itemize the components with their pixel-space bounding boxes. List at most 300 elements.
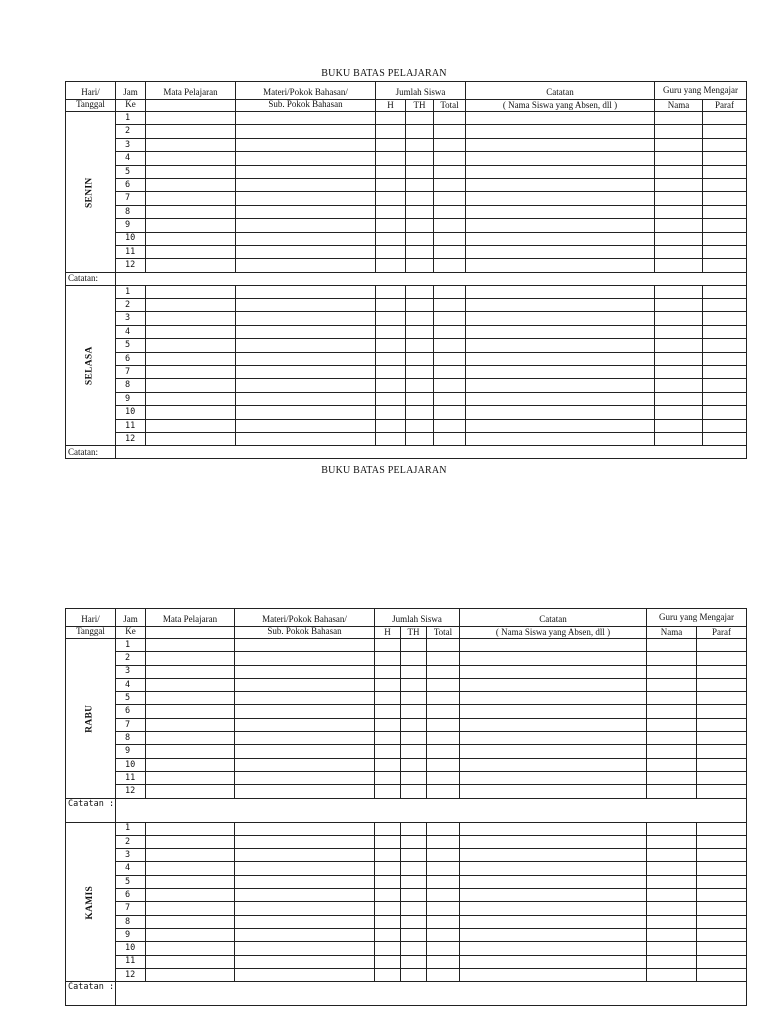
mata-pelajaran-cell[interactable] <box>146 785 235 798</box>
materi-cell[interactable] <box>236 178 376 191</box>
materi-cell[interactable] <box>236 379 376 392</box>
total-cell[interactable] <box>434 192 466 205</box>
total-cell[interactable] <box>434 232 466 245</box>
total-cell[interactable] <box>434 178 466 191</box>
catatan-field[interactable] <box>116 446 747 459</box>
nama-guru-cell[interactable] <box>655 285 703 298</box>
hadir-cell[interactable] <box>376 312 406 325</box>
materi-cell[interactable] <box>235 678 375 691</box>
paraf-cell[interactable] <box>703 339 747 352</box>
tidak-hadir-cell[interactable] <box>406 259 434 272</box>
hadir-cell[interactable] <box>376 192 406 205</box>
tidak-hadir-cell[interactable] <box>401 902 427 915</box>
catatan-cell[interactable] <box>466 192 655 205</box>
hadir-cell[interactable] <box>375 639 401 652</box>
hadir-cell[interactable] <box>375 745 401 758</box>
hadir-cell[interactable] <box>376 392 406 405</box>
mata-pelajaran-cell[interactable] <box>146 968 235 981</box>
total-cell[interactable] <box>434 259 466 272</box>
total-cell[interactable] <box>427 849 460 862</box>
tidak-hadir-cell[interactable] <box>401 652 427 665</box>
hadir-cell[interactable] <box>376 178 406 191</box>
paraf-cell[interactable] <box>703 392 747 405</box>
total-cell[interactable] <box>434 138 466 151</box>
catatan-cell[interactable] <box>466 178 655 191</box>
tidak-hadir-cell[interactable] <box>401 718 427 731</box>
materi-cell[interactable] <box>236 406 376 419</box>
tidak-hadir-cell[interactable] <box>401 732 427 745</box>
tidak-hadir-cell[interactable] <box>401 835 427 848</box>
total-cell[interactable] <box>434 352 466 365</box>
nama-guru-cell[interactable] <box>655 312 703 325</box>
paraf-cell[interactable] <box>697 968 747 981</box>
hadir-cell[interactable] <box>376 152 406 165</box>
hadir-cell[interactable] <box>375 665 401 678</box>
nama-guru-cell[interactable] <box>647 968 697 981</box>
nama-guru-cell[interactable] <box>647 902 697 915</box>
catatan-cell[interactable] <box>466 299 655 312</box>
hadir-cell[interactable] <box>376 432 406 445</box>
tidak-hadir-cell[interactable] <box>406 352 434 365</box>
tidak-hadir-cell[interactable] <box>401 889 427 902</box>
paraf-cell[interactable] <box>703 112 747 125</box>
catatan-cell[interactable] <box>460 902 647 915</box>
mata-pelajaran-cell[interactable] <box>146 849 235 862</box>
total-cell[interactable] <box>427 835 460 848</box>
paraf-cell[interactable] <box>697 942 747 955</box>
paraf-cell[interactable] <box>697 822 747 835</box>
hadir-cell[interactable] <box>376 299 406 312</box>
paraf-cell[interactable] <box>703 432 747 445</box>
tidak-hadir-cell[interactable] <box>406 366 434 379</box>
mata-pelajaran-cell[interactable] <box>146 862 235 875</box>
catatan-cell[interactable] <box>460 849 647 862</box>
tidak-hadir-cell[interactable] <box>401 785 427 798</box>
mata-pelajaran-cell[interactable] <box>146 705 235 718</box>
catatan-cell[interactable] <box>460 785 647 798</box>
catatan-cell[interactable] <box>466 152 655 165</box>
mata-pelajaran-cell[interactable] <box>146 652 235 665</box>
mata-pelajaran-cell[interactable] <box>146 245 236 258</box>
total-cell[interactable] <box>427 785 460 798</box>
materi-cell[interactable] <box>236 152 376 165</box>
materi-cell[interactable] <box>236 232 376 245</box>
tidak-hadir-cell[interactable] <box>406 339 434 352</box>
materi-cell[interactable] <box>235 758 375 771</box>
mata-pelajaran-cell[interactable] <box>146 692 235 705</box>
nama-guru-cell[interactable] <box>655 339 703 352</box>
hadir-cell[interactable] <box>376 232 406 245</box>
paraf-cell[interactable] <box>697 835 747 848</box>
paraf-cell[interactable] <box>697 665 747 678</box>
hadir-cell[interactable] <box>375 771 401 784</box>
mata-pelajaran-cell[interactable] <box>146 889 235 902</box>
mata-pelajaran-cell[interactable] <box>146 219 236 232</box>
catatan-cell[interactable] <box>466 219 655 232</box>
catatan-cell[interactable] <box>460 862 647 875</box>
mata-pelajaran-cell[interactable] <box>146 152 236 165</box>
nama-guru-cell[interactable] <box>647 849 697 862</box>
catatan-cell[interactable] <box>466 419 655 432</box>
catatan-cell[interactable] <box>460 692 647 705</box>
materi-cell[interactable] <box>235 835 375 848</box>
paraf-cell[interactable] <box>703 192 747 205</box>
paraf-cell[interactable] <box>697 771 747 784</box>
nama-guru-cell[interactable] <box>647 732 697 745</box>
nama-guru-cell[interactable] <box>655 366 703 379</box>
mata-pelajaran-cell[interactable] <box>146 125 236 138</box>
catatan-cell[interactable] <box>466 325 655 338</box>
hadir-cell[interactable] <box>375 889 401 902</box>
nama-guru-cell[interactable] <box>655 245 703 258</box>
materi-cell[interactable] <box>235 639 375 652</box>
tidak-hadir-cell[interactable] <box>406 138 434 151</box>
paraf-cell[interactable] <box>697 928 747 941</box>
catatan-cell[interactable] <box>466 232 655 245</box>
hadir-cell[interactable] <box>376 406 406 419</box>
total-cell[interactable] <box>427 665 460 678</box>
total-cell[interactable] <box>427 955 460 968</box>
mata-pelajaran-cell[interactable] <box>146 165 236 178</box>
catatan-cell[interactable] <box>466 339 655 352</box>
paraf-cell[interactable] <box>697 849 747 862</box>
mata-pelajaran-cell[interactable] <box>146 432 236 445</box>
tidak-hadir-cell[interactable] <box>401 875 427 888</box>
paraf-cell[interactable] <box>703 366 747 379</box>
catatan-cell[interactable] <box>460 758 647 771</box>
mata-pelajaran-cell[interactable] <box>146 339 236 352</box>
hadir-cell[interactable] <box>376 205 406 218</box>
hadir-cell[interactable] <box>376 219 406 232</box>
nama-guru-cell[interactable] <box>655 232 703 245</box>
paraf-cell[interactable] <box>697 718 747 731</box>
total-cell[interactable] <box>434 419 466 432</box>
total-cell[interactable] <box>427 639 460 652</box>
tidak-hadir-cell[interactable] <box>406 432 434 445</box>
nama-guru-cell[interactable] <box>655 219 703 232</box>
total-cell[interactable] <box>434 432 466 445</box>
catatan-cell[interactable] <box>460 665 647 678</box>
total-cell[interactable] <box>427 678 460 691</box>
catatan-cell[interactable] <box>460 705 647 718</box>
nama-guru-cell[interactable] <box>647 718 697 731</box>
total-cell[interactable] <box>427 705 460 718</box>
nama-guru-cell[interactable] <box>655 112 703 125</box>
tidak-hadir-cell[interactable] <box>401 678 427 691</box>
catatan-cell[interactable] <box>466 379 655 392</box>
materi-cell[interactable] <box>235 889 375 902</box>
catatan-cell[interactable] <box>466 138 655 151</box>
total-cell[interactable] <box>434 165 466 178</box>
tidak-hadir-cell[interactable] <box>406 205 434 218</box>
hadir-cell[interactable] <box>376 419 406 432</box>
materi-cell[interactable] <box>236 112 376 125</box>
tidak-hadir-cell[interactable] <box>401 849 427 862</box>
total-cell[interactable] <box>434 112 466 125</box>
mata-pelajaran-cell[interactable] <box>146 745 235 758</box>
catatan-cell[interactable] <box>460 652 647 665</box>
paraf-cell[interactable] <box>703 138 747 151</box>
nama-guru-cell[interactable] <box>655 152 703 165</box>
mata-pelajaran-cell[interactable] <box>146 758 235 771</box>
paraf-cell[interactable] <box>697 862 747 875</box>
mata-pelajaran-cell[interactable] <box>146 138 236 151</box>
materi-cell[interactable] <box>235 942 375 955</box>
hadir-cell[interactable] <box>376 125 406 138</box>
hadir-cell[interactable] <box>375 955 401 968</box>
total-cell[interactable] <box>427 822 460 835</box>
catatan-cell[interactable] <box>460 822 647 835</box>
catatan-cell[interactable] <box>466 392 655 405</box>
mata-pelajaran-cell[interactable] <box>146 406 236 419</box>
nama-guru-cell[interactable] <box>655 392 703 405</box>
tidak-hadir-cell[interactable] <box>406 165 434 178</box>
nama-guru-cell[interactable] <box>655 259 703 272</box>
nama-guru-cell[interactable] <box>647 652 697 665</box>
total-cell[interactable] <box>427 732 460 745</box>
hadir-cell[interactable] <box>375 968 401 981</box>
materi-cell[interactable] <box>236 366 376 379</box>
hadir-cell[interactable] <box>375 718 401 731</box>
catatan-field[interactable] <box>116 982 747 1006</box>
materi-cell[interactable] <box>235 771 375 784</box>
hadir-cell[interactable] <box>375 822 401 835</box>
hadir-cell[interactable] <box>376 339 406 352</box>
catatan-cell[interactable] <box>460 875 647 888</box>
tidak-hadir-cell[interactable] <box>406 219 434 232</box>
materi-cell[interactable] <box>235 785 375 798</box>
materi-cell[interactable] <box>235 915 375 928</box>
nama-guru-cell[interactable] <box>647 942 697 955</box>
catatan-cell[interactable] <box>460 771 647 784</box>
materi-cell[interactable] <box>235 732 375 745</box>
tidak-hadir-cell[interactable] <box>401 915 427 928</box>
catatan-cell[interactable] <box>460 835 647 848</box>
materi-cell[interactable] <box>235 928 375 941</box>
catatan-cell[interactable] <box>466 165 655 178</box>
mata-pelajaran-cell[interactable] <box>146 352 236 365</box>
hadir-cell[interactable] <box>376 259 406 272</box>
tidak-hadir-cell[interactable] <box>406 232 434 245</box>
paraf-cell[interactable] <box>703 312 747 325</box>
tidak-hadir-cell[interactable] <box>406 325 434 338</box>
catatan-cell[interactable] <box>460 678 647 691</box>
paraf-cell[interactable] <box>697 652 747 665</box>
materi-cell[interactable] <box>235 692 375 705</box>
materi-cell[interactable] <box>235 745 375 758</box>
materi-cell[interactable] <box>236 259 376 272</box>
mata-pelajaran-cell[interactable] <box>146 232 236 245</box>
catatan-cell[interactable] <box>460 889 647 902</box>
total-cell[interactable] <box>427 718 460 731</box>
total-cell[interactable] <box>427 942 460 955</box>
materi-cell[interactable] <box>236 432 376 445</box>
nama-guru-cell[interactable] <box>655 325 703 338</box>
nama-guru-cell[interactable] <box>647 692 697 705</box>
nama-guru-cell[interactable] <box>647 915 697 928</box>
catatan-cell[interactable] <box>460 718 647 731</box>
catatan-cell[interactable] <box>466 366 655 379</box>
paraf-cell[interactable] <box>697 889 747 902</box>
hadir-cell[interactable] <box>375 652 401 665</box>
paraf-cell[interactable] <box>703 299 747 312</box>
nama-guru-cell[interactable] <box>647 785 697 798</box>
total-cell[interactable] <box>434 325 466 338</box>
total-cell[interactable] <box>427 915 460 928</box>
nama-guru-cell[interactable] <box>655 178 703 191</box>
total-cell[interactable] <box>427 875 460 888</box>
catatan-cell[interactable] <box>466 259 655 272</box>
paraf-cell[interactable] <box>703 379 747 392</box>
catatan-cell[interactable] <box>466 432 655 445</box>
total-cell[interactable] <box>427 902 460 915</box>
paraf-cell[interactable] <box>703 352 747 365</box>
paraf-cell[interactable] <box>703 245 747 258</box>
materi-cell[interactable] <box>235 968 375 981</box>
hadir-cell[interactable] <box>375 875 401 888</box>
catatan-cell[interactable] <box>460 639 647 652</box>
tidak-hadir-cell[interactable] <box>406 178 434 191</box>
catatan-cell[interactable] <box>460 968 647 981</box>
materi-cell[interactable] <box>236 165 376 178</box>
paraf-cell[interactable] <box>697 915 747 928</box>
paraf-cell[interactable] <box>703 419 747 432</box>
nama-guru-cell[interactable] <box>655 432 703 445</box>
mata-pelajaran-cell[interactable] <box>146 259 236 272</box>
hadir-cell[interactable] <box>375 692 401 705</box>
materi-cell[interactable] <box>236 192 376 205</box>
hadir-cell[interactable] <box>376 285 406 298</box>
paraf-cell[interactable] <box>703 325 747 338</box>
tidak-hadir-cell[interactable] <box>401 639 427 652</box>
total-cell[interactable] <box>434 125 466 138</box>
total-cell[interactable] <box>427 771 460 784</box>
materi-cell[interactable] <box>236 125 376 138</box>
mata-pelajaran-cell[interactable] <box>146 392 236 405</box>
paraf-cell[interactable] <box>697 758 747 771</box>
tidak-hadir-cell[interactable] <box>406 152 434 165</box>
hadir-cell[interactable] <box>376 165 406 178</box>
nama-guru-cell[interactable] <box>647 889 697 902</box>
hadir-cell[interactable] <box>375 942 401 955</box>
tidak-hadir-cell[interactable] <box>401 758 427 771</box>
tidak-hadir-cell[interactable] <box>401 665 427 678</box>
hadir-cell[interactable] <box>375 862 401 875</box>
tidak-hadir-cell[interactable] <box>401 822 427 835</box>
catatan-cell[interactable] <box>466 312 655 325</box>
materi-cell[interactable] <box>235 862 375 875</box>
paraf-cell[interactable] <box>697 875 747 888</box>
tidak-hadir-cell[interactable] <box>406 245 434 258</box>
mata-pelajaran-cell[interactable] <box>146 732 235 745</box>
mata-pelajaran-cell[interactable] <box>146 325 236 338</box>
total-cell[interactable] <box>434 392 466 405</box>
catatan-cell[interactable] <box>466 112 655 125</box>
mata-pelajaran-cell[interactable] <box>146 112 236 125</box>
mata-pelajaran-cell[interactable] <box>146 942 235 955</box>
tidak-hadir-cell[interactable] <box>401 771 427 784</box>
materi-cell[interactable] <box>236 312 376 325</box>
total-cell[interactable] <box>427 928 460 941</box>
nama-guru-cell[interactable] <box>655 205 703 218</box>
nama-guru-cell[interactable] <box>655 192 703 205</box>
catatan-cell[interactable] <box>460 915 647 928</box>
total-cell[interactable] <box>434 379 466 392</box>
materi-cell[interactable] <box>236 352 376 365</box>
materi-cell[interactable] <box>235 665 375 678</box>
catatan-cell[interactable] <box>466 406 655 419</box>
nama-guru-cell[interactable] <box>647 705 697 718</box>
hadir-cell[interactable] <box>375 758 401 771</box>
tidak-hadir-cell[interactable] <box>401 692 427 705</box>
tidak-hadir-cell[interactable] <box>406 379 434 392</box>
mata-pelajaran-cell[interactable] <box>146 312 236 325</box>
materi-cell[interactable] <box>235 705 375 718</box>
tidak-hadir-cell[interactable] <box>401 745 427 758</box>
hadir-cell[interactable] <box>375 915 401 928</box>
mata-pelajaran-cell[interactable] <box>146 178 236 191</box>
paraf-cell[interactable] <box>703 219 747 232</box>
tidak-hadir-cell[interactable] <box>406 192 434 205</box>
tidak-hadir-cell[interactable] <box>401 955 427 968</box>
mata-pelajaran-cell[interactable] <box>146 379 236 392</box>
tidak-hadir-cell[interactable] <box>406 112 434 125</box>
hadir-cell[interactable] <box>375 835 401 848</box>
materi-cell[interactable] <box>235 955 375 968</box>
tidak-hadir-cell[interactable] <box>406 406 434 419</box>
hadir-cell[interactable] <box>376 352 406 365</box>
total-cell[interactable] <box>434 152 466 165</box>
nama-guru-cell[interactable] <box>655 165 703 178</box>
tidak-hadir-cell[interactable] <box>406 419 434 432</box>
paraf-cell[interactable] <box>697 745 747 758</box>
materi-cell[interactable] <box>236 299 376 312</box>
mata-pelajaran-cell[interactable] <box>146 205 236 218</box>
materi-cell[interactable] <box>236 392 376 405</box>
nama-guru-cell[interactable] <box>655 352 703 365</box>
total-cell[interactable] <box>427 652 460 665</box>
materi-cell[interactable] <box>236 205 376 218</box>
total-cell[interactable] <box>434 339 466 352</box>
mata-pelajaran-cell[interactable] <box>146 299 236 312</box>
hadir-cell[interactable] <box>376 366 406 379</box>
catatan-cell[interactable] <box>466 285 655 298</box>
tidak-hadir-cell[interactable] <box>401 705 427 718</box>
mata-pelajaran-cell[interactable] <box>146 192 236 205</box>
paraf-cell[interactable] <box>703 259 747 272</box>
nama-guru-cell[interactable] <box>655 406 703 419</box>
paraf-cell[interactable] <box>703 232 747 245</box>
paraf-cell[interactable] <box>703 152 747 165</box>
total-cell[interactable] <box>434 285 466 298</box>
nama-guru-cell[interactable] <box>655 138 703 151</box>
catatan-field[interactable] <box>116 272 747 285</box>
total-cell[interactable] <box>434 366 466 379</box>
mata-pelajaran-cell[interactable] <box>146 285 236 298</box>
mata-pelajaran-cell[interactable] <box>146 902 235 915</box>
mata-pelajaran-cell[interactable] <box>146 771 235 784</box>
mata-pelajaran-cell[interactable] <box>146 822 235 835</box>
paraf-cell[interactable] <box>703 406 747 419</box>
materi-cell[interactable] <box>235 875 375 888</box>
paraf-cell[interactable] <box>703 165 747 178</box>
materi-cell[interactable] <box>236 419 376 432</box>
materi-cell[interactable] <box>236 245 376 258</box>
nama-guru-cell[interactable] <box>655 125 703 138</box>
paraf-cell[interactable] <box>697 902 747 915</box>
total-cell[interactable] <box>427 692 460 705</box>
total-cell[interactable] <box>427 889 460 902</box>
